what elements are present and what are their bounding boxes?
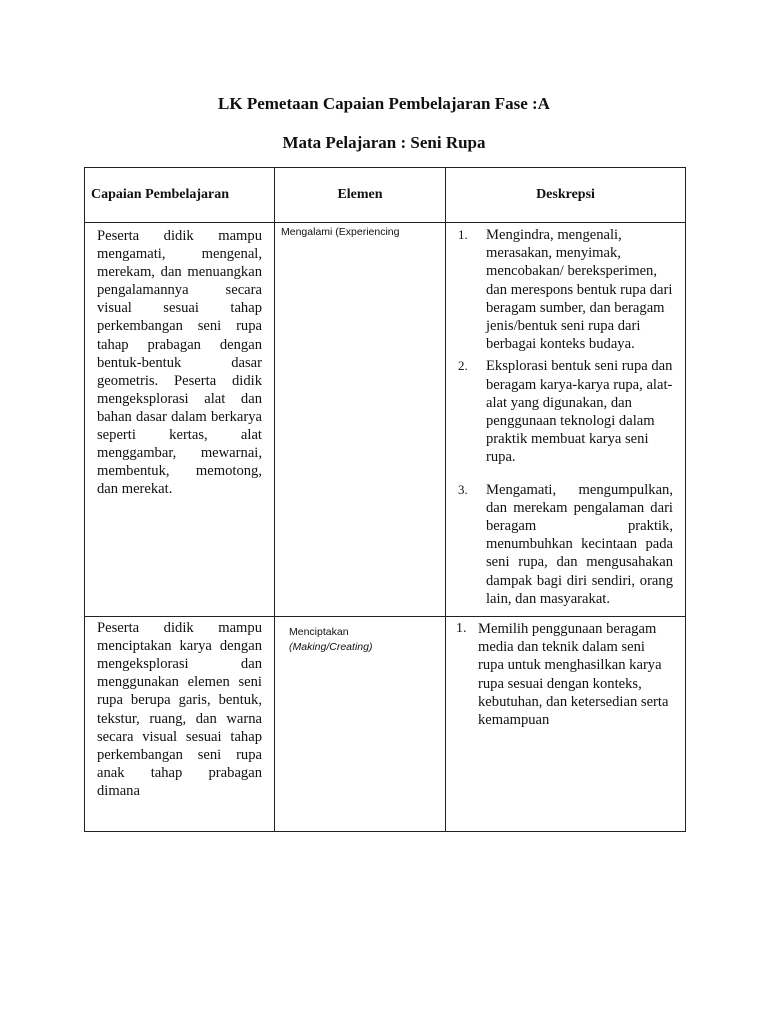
- header-elemen: Elemen: [275, 168, 446, 223]
- deskripsi-cell: [446, 223, 686, 617]
- list-text: Mengamati, mengumpulkan, dan merekam pengalaman dari beragam praktik, menumbuhkan kecintaan pada seni rupa, dan mengusahakan dampak bagi diri sendiri, orang lain, dan masyarakat.: [486, 481, 673, 607]
- capaian-text: Peserta didik mampu menciptakan karya dengan mengeksplorasi dan menggunakan elemen seni rupa berupa garis, bentuk, tekstur, ruang, dan warna secara visual sesuai tahap perkembangan seni rupa anak tahap prabagan dimana: [97, 620, 262, 799]
- capaian-text: Peserta didik mampu mengamati, mengenal, merekam, dan menuangkan pengalamannya secara visual sesuai tahap perkembangan seni rupa tahap prabagan dengan bentuk-bentuk dasar geometris. Peserta didik mengeksplorasi alat dan bahan dasar dalam berkarya seperti kertas, alat menggambar, mewarnai, membentuk, memotong, dan merekat.: [97, 228, 262, 498]
- elemen-label: Mengalami (Experiencing: [281, 226, 400, 238]
- list-number: 2.: [458, 358, 468, 374]
- table-row: [85, 617, 686, 832]
- elemen-cell: [275, 617, 446, 832]
- elemen-cell: [275, 223, 446, 617]
- list-item: [458, 357, 673, 466]
- list-number: 1.: [456, 621, 467, 637]
- list-item: [458, 226, 673, 353]
- list-text: Mengindra, mengenali, merasakan, menyimak, mencobakan/ bereksperimen, dan merespons bentuk rupa dari beragam sumber, dan beragam jenis/bentuk seni rupa dari berbagai konteks budaya.: [486, 227, 673, 353]
- list-number: 3.: [458, 481, 468, 497]
- deskripsi-cell: [446, 617, 686, 832]
- header-deskripsi: Deskrepsi: [446, 168, 686, 223]
- capaian-cell: [85, 223, 275, 617]
- list-text: Memilih penggunaan beragam media dan teknik dalam seni rupa untuk menghasilkan karya rupa sesuai dengan konteks, kebutuhan, dan ketersedian serta kemampuan: [478, 621, 669, 729]
- document-title: LK Pemetaan Capaian Pembelajaran Fase :A: [218, 94, 550, 113]
- list-number: 1.: [458, 227, 468, 242]
- elemen-label-english: (Making/Creating): [289, 641, 373, 654]
- mapping-table: [84, 167, 686, 832]
- capaian-cell: [85, 617, 275, 832]
- table-row: [85, 223, 686, 617]
- table-header-row: [85, 168, 686, 223]
- list-item: [456, 620, 673, 729]
- list-item: [458, 481, 673, 608]
- document-subtitle: Mata Pelajaran : Seni Rupa: [282, 133, 486, 152]
- header-capaian: Capaian Pembelajaran: [85, 168, 275, 223]
- list-text: Eksplorasi bentuk seni rupa dan beragam karya-karya rupa, alat-alat yang digunakan, dan penggunaan teknologi dalam praktik membuat karya seni rupa.: [486, 358, 673, 466]
- elemen-label: Menciptakan: [289, 626, 349, 639]
